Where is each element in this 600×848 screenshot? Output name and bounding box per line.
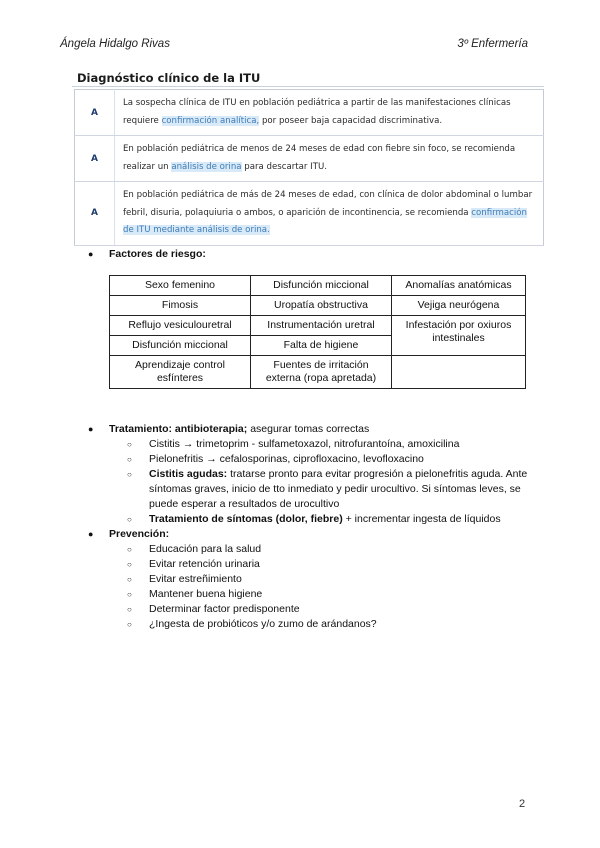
list-item: ○ Tratamiento de síntomas (dolor, fiebre) + incrementar ingesta de líquidos bbox=[127, 513, 501, 525]
table-cell: Fuentes de irritación externa (ropa apretada) bbox=[251, 356, 392, 389]
table-cell: Instrumentación uretral bbox=[251, 316, 392, 336]
table-row bbox=[110, 276, 526, 296]
itu-recommendation: La sospecha clínica de ITU en población pediátrica a partir de las manifestaciones clínicas requiere confirmación analítica, por poseer baja capacidad discriminativa. bbox=[115, 90, 544, 136]
table-cell: Aprendizaje control esfínteres bbox=[110, 356, 251, 389]
list-item: ○ ¿Ingesta de probióticos y/o zumo de arándanos? bbox=[127, 618, 377, 630]
itu-row bbox=[75, 136, 544, 182]
itu-row bbox=[75, 182, 544, 246]
itu-recommendation: En población pediátrica de más de 24 meses de edad, con clínica de dolor abdominal o lumbar febril, disuria, polaquiuria o ambos, o aparición de incontinencia, se recomienda confirmación de ITU mediante análisis de orina. bbox=[115, 182, 544, 246]
list-item: ○ Evitar estreñimiento bbox=[127, 573, 242, 585]
list-item: ○ Determinar factor predisponente bbox=[127, 603, 300, 615]
list-item: ○ Cistitis → trimetoprim - sulfametoxazol, nitrofurantoína, amoxicilina bbox=[127, 438, 460, 450]
evidence-grade: A bbox=[75, 182, 115, 246]
sub-bullet-icon: ○ bbox=[127, 515, 132, 524]
list-item: ○ Pielonefritis → cefalosporinas, ciprofloxacino, levofloxacino bbox=[127, 453, 424, 465]
table-cell: Disfunción miccional bbox=[110, 336, 251, 356]
itu-diagnosis-table bbox=[74, 89, 544, 246]
page-number: 2 bbox=[519, 798, 526, 810]
table-row bbox=[110, 296, 526, 316]
table-cell: Sexo femenino bbox=[110, 276, 251, 296]
highlighted-text: confirmación de ITU mediante análisis de orina. bbox=[123, 207, 527, 235]
bullet-icon: ● bbox=[88, 249, 94, 259]
evidence-grade: A bbox=[75, 136, 115, 182]
sub-bullet-icon: ○ bbox=[127, 545, 132, 554]
table-cell: Fimosis bbox=[110, 296, 251, 316]
table-cell: Infestación por oxiuros intestinales bbox=[392, 316, 526, 356]
table-cell: Uropatía obstructiva bbox=[251, 296, 392, 316]
treatment-list bbox=[88, 422, 528, 632]
itu-row bbox=[75, 90, 544, 136]
sub-bullet-icon: ○ bbox=[127, 590, 132, 599]
course-label: 3º Enfermería bbox=[457, 38, 528, 50]
itu-title-divider bbox=[72, 86, 544, 87]
risk-factors-table bbox=[109, 275, 526, 389]
table-row bbox=[110, 356, 526, 389]
list-item: ○ Educación para la salud bbox=[127, 543, 262, 555]
risk-factors-heading: Factores de riesgo: bbox=[109, 248, 206, 260]
list-item: ● Tratamiento: antibioterapia; asegurar tomas correctas bbox=[88, 423, 370, 435]
table-cell: Reflujo vesiculouretral bbox=[110, 316, 251, 336]
itu-recommendation: En población pediátrica de menos de 24 meses de edad con fiebre sin foco, se recomienda realizar un análisis de orina para descartar ITU. bbox=[115, 136, 544, 182]
list-item: ○ Mantener buena higiene bbox=[127, 588, 263, 600]
table-cell: Anomalías anatómicas bbox=[392, 276, 526, 296]
sub-bullet-icon: ○ bbox=[127, 605, 132, 614]
highlighted-text: confirmación analítica, bbox=[161, 115, 260, 126]
bullet-icon: ● bbox=[88, 529, 94, 539]
itu-section-title: Diagnóstico clínico de la ITU bbox=[77, 71, 261, 85]
sub-bullet-icon: ○ bbox=[127, 455, 132, 464]
sub-bullet-icon: ○ bbox=[127, 575, 132, 584]
table-row bbox=[110, 316, 526, 336]
sub-bullet-icon: ○ bbox=[127, 560, 132, 569]
evidence-grade: A bbox=[75, 90, 115, 136]
table-cell: Falta de higiene bbox=[251, 336, 392, 356]
page-header bbox=[60, 38, 528, 52]
author-name: Ángela Hidalgo Rivas bbox=[60, 38, 170, 50]
list-item: ○ Cistitis agudas: tratarse pronto para evitar progresión a pielonefritis aguda. Ante síntomas graves, inicio de tto inmediato y pedir urocultivo. Si síntomas leves, se puede esperar a resultados de urocultivo bbox=[127, 468, 528, 510]
highlighted-text: análisis de orina bbox=[171, 161, 242, 172]
bullet-icon: ● bbox=[88, 424, 94, 434]
table-cell bbox=[392, 356, 526, 389]
risk-factors-heading-item bbox=[88, 247, 206, 262]
list-item: ○ Evitar retención urinaria bbox=[127, 558, 260, 570]
table-cell: Disfunción miccional bbox=[251, 276, 392, 296]
sub-bullet-icon: ○ bbox=[127, 620, 132, 629]
sub-bullet-icon: ○ bbox=[127, 440, 132, 449]
list-item: ● Prevención: bbox=[88, 528, 170, 540]
table-cell: Vejiga neurógena bbox=[392, 296, 526, 316]
sub-bullet-icon: ○ bbox=[127, 470, 132, 479]
